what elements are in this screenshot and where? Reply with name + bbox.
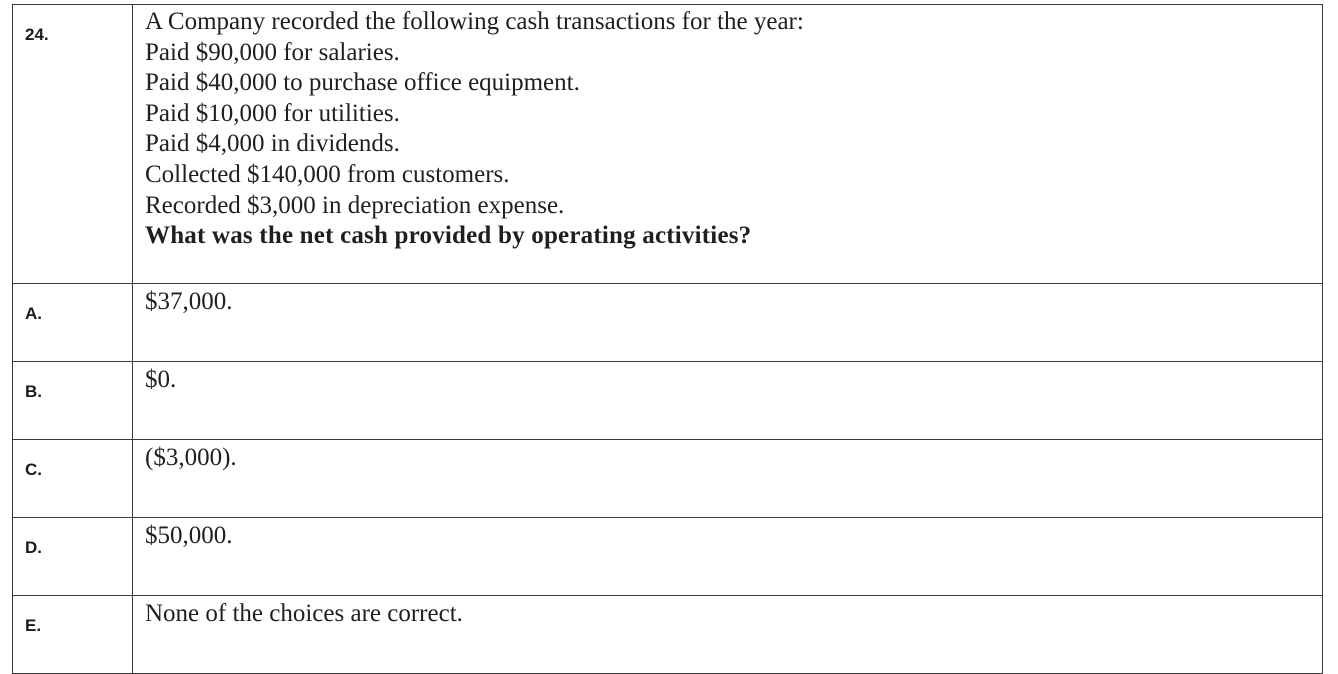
option-row-a[interactable] [13,284,1323,362]
option-text[interactable]: None of the choices are correct. [133,596,1323,674]
question-stem [133,5,1323,284]
option-row-e[interactable] [13,596,1323,674]
option-text[interactable]: ($3,000). [133,440,1323,518]
option-label: C. [13,440,133,518]
option-row-d[interactable] [13,518,1323,596]
question-table [12,4,1323,674]
option-row-c[interactable] [13,440,1323,518]
option-text[interactable]: $37,000. [133,284,1323,362]
stem-line: Paid $4,000 in dividends. [145,130,400,158]
option-label: A. [13,284,133,362]
option-label: B. [13,362,133,440]
stem-line: Collected $140,000 from customers. [145,160,510,188]
stem-line: Paid $40,000 to purchase office equipment. [145,69,580,97]
stem-line: Paid $10,000 for utilities. [145,99,400,127]
stem-line: Paid $90,000 for salaries. [145,38,400,66]
option-row-b[interactable] [13,362,1323,440]
question-prompt: What was the net cash provided by operating activities? [145,222,752,250]
question-stem-row [13,5,1323,284]
stem-line: Recorded $3,000 in depreciation expense. [145,191,565,219]
option-text[interactable]: $50,000. [133,518,1323,596]
option-text[interactable]: $0. [133,362,1323,440]
option-label: D. [13,518,133,596]
stem-line: A Company recorded the following cash transactions for the year: [145,8,804,35]
option-label: E. [13,596,133,674]
question-number: 24. [13,5,133,284]
